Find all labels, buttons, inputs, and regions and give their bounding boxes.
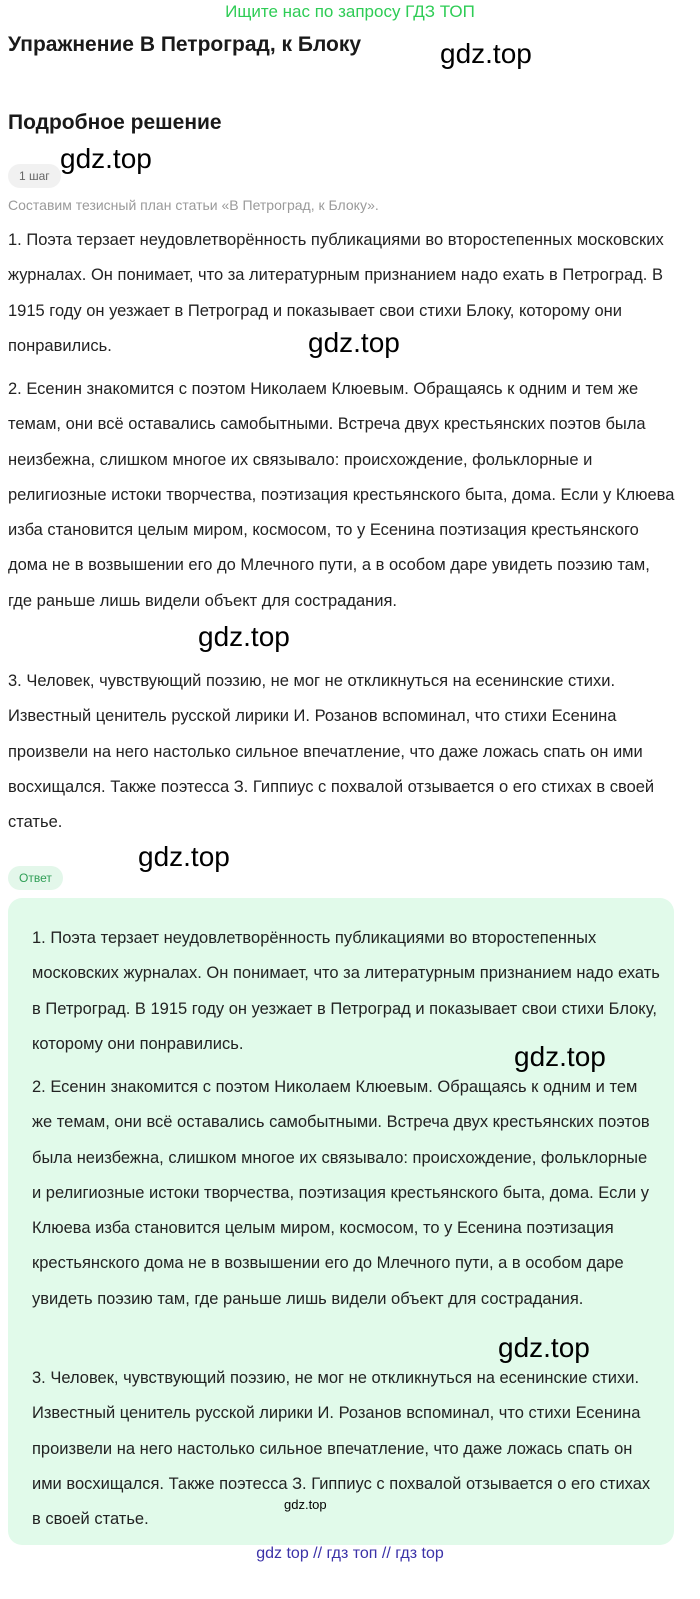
solution-intro: Составим тезисный план статьи «В Петроград, к Блоку». [8, 197, 379, 213]
watermark: gdz.top [138, 841, 230, 872]
footer-link-gdz-top-ru[interactable]: гдз топ [326, 1545, 378, 1562]
watermark: gdz.top [308, 327, 400, 358]
answer-paragraph: 2. Есенин знакомится с поэтом Николаем Клюевым. Обращаясь к одним и тем же темам, они всё оставались самобытными. Встреча двух крестьянских поэтов была неизбежна, слишком многое их связывало: происхождение, фольклорные и религиозные истоки творчества, поэтизация крестьянского быта, дома. Если у Клюева изба становится целым миром, космосом, то у Есенина поэтизация крестьянского дома не в возвышении его до Млечного пути, а в особом даре увидеть поэзию там, где раньше лишь видели объект для сострадания. [32, 1078, 650, 1308]
solution-paragraph: 1. Поэта терзает неудовлетворённость публикациями во второстепенных московских журналах. Он понимает, что за литературным признанием надо ехать в Петроград. В 1915 году он уезжает в Петроград и показывает свои стихи Блоку, которому они понравились. [8, 231, 664, 355]
watermark: gdz.top [284, 1497, 327, 1512]
answer-badge: Ответ [8, 866, 63, 890]
watermark: gdz.top [498, 1332, 590, 1363]
answer-paragraph: 3. Человек, чувствующий поэзию, не мог не откликнуться на есенинские стихи. Известный ценитель русской лирики И. Розанов вспоминал, что стихи Есенина произвели на него настолько сильное впечатление, что даже ложась спать он ими восхищался. Также поэтесса З. Гиппиус с похвалой отзывается о его стихах в своей статье. [32, 1369, 651, 1529]
solution-paragraph: 3. Человек, чувствующий поэзию, не мог не откликнуться на есенинские стихи. Известный ценитель русской лирики И. Розанов вспоминал, что стихи Есенина произвели на него настолько сильное впечатление, что даже ложась спать он ими восхищался. Также поэтесса З. Гиппиус с похвалой отзывается о его стихах в своей статье. [8, 672, 655, 832]
section-title: Подробное решение [8, 111, 222, 134]
page-title: Упражнение В Петроград, к Блоку [8, 33, 362, 56]
step-badge: 1 шаг [8, 164, 61, 188]
footer-link-gdz-top[interactable]: gdz top [256, 1545, 309, 1562]
answer-box [8, 898, 674, 1545]
answer-paragraph: 1. Поэта терзает неудовлетворённость публикациями во второстепенных московских журналах. Он понимает, что за литературным признанием надо ехать в Петроград. В 1915 году он уезжает в Петроград и показывает свои стихи Блоку, которому они понравились. [32, 929, 660, 1053]
search-banner: Ищите нас по запросу ГДЗ ТОП [225, 2, 475, 21]
watermark: gdz.top [514, 1041, 606, 1072]
footer-separator: // [313, 1545, 323, 1562]
watermark: gdz.top [198, 621, 290, 652]
footer-separator: // [381, 1545, 391, 1562]
footer-links [0, 1544, 700, 1564]
footer-link-gdz-top-mixed[interactable]: гдз top [395, 1545, 444, 1562]
solution-paragraph: 2. Есенин знакомится с поэтом Николаем Клюевым. Обращаясь к одним и тем же темам, они всё оставались самобытными. Встреча двух крестьянских поэтов была неизбежна, слишком многое их связывало: происхождение, фольклорные и религиозные истоки творчества, поэтизация крестьянского быта, дома. Если у Клюева изба становится целым миром, космосом, то у Есенина поэтизация крестьянского дома не в возвышении его до Млечного пути, а в особом даре увидеть поэзию там, где раньше лишь видели объект для сострадания. [8, 380, 675, 610]
watermark: gdz.top [60, 143, 152, 174]
watermark: gdz.top [440, 38, 532, 69]
